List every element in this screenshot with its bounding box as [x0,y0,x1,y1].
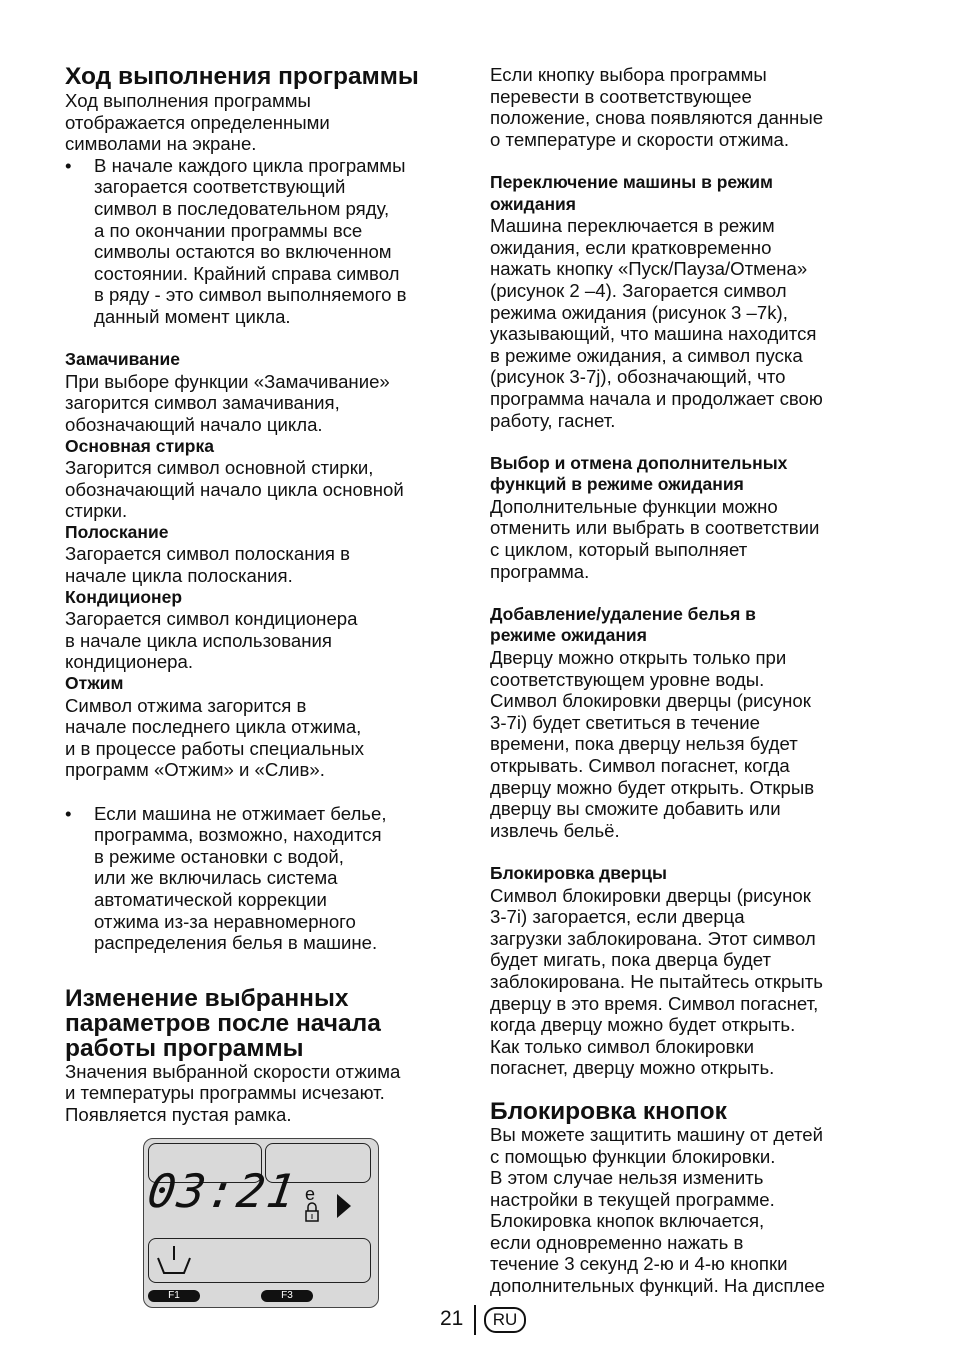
paragraph: Символ блокировки дверцы (рисунок 3-7i) загорается, если дверца загрузки заблокирована. Этот символ будет мигать, пока дверца будет заблокирована. Не пытайтесь открыть дверцу в это время. Символ погаснет, когда дверцу можно будет открыть. Как только символ блокировки погаснет, дверцу можно открыть. [490,884,823,1079]
subheading: Основная стирка [65,435,214,456]
paragraph: Дверцу можно открыть только при соответствующем уровне воды. Символ блокировки дверцы (рисунок 3-7i) будет светиться в течение времени, пока дверцу нельзя будет открывать. Символ погаснет, когда дверцу можно будет открыть. Открыв дверцу вы сможите добавить или извлечь бельё. [490,647,815,841]
section-title-child-lock: Блокировка кнопок [490,1097,727,1125]
paragraph: Загорается символ полоскания в начале цикла полоскания. [65,543,350,587]
soak-tub-icon [156,1244,192,1276]
paragraph: Символ отжима загорится в начале последнего цикла отжима, и в процессе работы специальных программ «Отжим» и «Слив». [65,694,365,781]
language-badge: RU [484,1307,526,1333]
intro-text: Ход выполнения программы отображается определенными символами на экране. [65,90,330,155]
section-title-progress: Ход выполнения программы [65,63,419,90]
subheading: Полоскание [65,521,169,542]
bullet-dot: • [65,802,72,824]
f1-label: F1 [148,1290,200,1302]
left-column [65,64,475,1308]
lock-icon [304,1202,320,1222]
e-symbol: e [305,1183,316,1204]
bullet-text: В начале каждого цикла программы загорается соответствующий символ в последовательном ряду, а по окончании программы все символы остаются во включенном состоянии. Крайний справа символ в ряду - это символ выполняемого в данный момент цикла. [94,154,407,327]
lcd-display-illustration [143,1138,379,1308]
bullet-text: Если машина не отжимает белье, программа, возможно, находится в режиме остановки с водой, или же включилась система автоматической коррекции отжима из-за неравномерного распределения белья в машине. [94,802,387,954]
paragraph: Вы можете защитить машину от детей с помощью функции блокировки. В этом случае нельзя изменить настройки в текущей программе. Блокировка кнопок включается, если одновременно нажать в течение 3 секунд 2-ю и 4-ю кнопки дополнительных функций. На дисплее [490,1123,825,1297]
section-title-change-params: Изменение выбранных параметров после начала работы программы [65,984,381,1062]
paragraph: Машина переключается в режим ожидания, если кратковременно нажать кнопку «Пуск/Пауза/Отмена» (рисунок 2 –4). Загорается символ режима ожидания (рисунок 3 –7k), указывающий, что машина находится в режиме ожидания, а символ пуска (рисунок 3-7j), обозначающий, что программа начала и продолжает свою работу, гаснет. [490,215,823,431]
paragraph: Загорается символ кондиционера в начале цикла использования кондиционера. [65,608,358,673]
bullet-dot: • [65,154,72,176]
footer-divider [474,1305,476,1335]
subheading: Добавление/удаление белья в режиме ожидания [490,603,756,646]
time-readout: 03:21 [144,1163,301,1218]
f3-label: F3 [261,1290,313,1302]
subheading: Замачивание [65,349,180,370]
paragraph: Загорится символ основной стирки, обозначающий начало цикла основной стирки. [65,457,404,522]
play-icon [337,1194,351,1218]
subheading: Отжим [65,673,124,694]
bullet-item [65,803,475,954]
paragraph: Если кнопку выбора программы перевести в соответствующее положение, снова появляются данные о температуре и скорости отжима. [490,64,824,150]
subheading: Блокировка дверцы [490,862,667,883]
paragraph: При выборе функции «Замачивание» загорится символ замачивания, обозначающий начало цикла. [65,370,390,435]
subheading: Выбор и отмена дополнительных функций в режиме ожидания [490,452,788,495]
paragraph: Значения выбранной скорости отжима и температуры программы исчезают. Появляется пустая рамка. [65,1060,401,1125]
bullet-item [65,155,475,328]
paragraph: Дополнительные функции можно отменить или выбрать в соответствии с циклом, который выполняет программа. [490,495,820,582]
subheading: Переключение машины в режим ожидания [490,171,774,214]
right-column [490,64,900,1297]
subheading: Кондиционер [65,586,183,607]
page-number: 21 [440,1307,464,1330]
